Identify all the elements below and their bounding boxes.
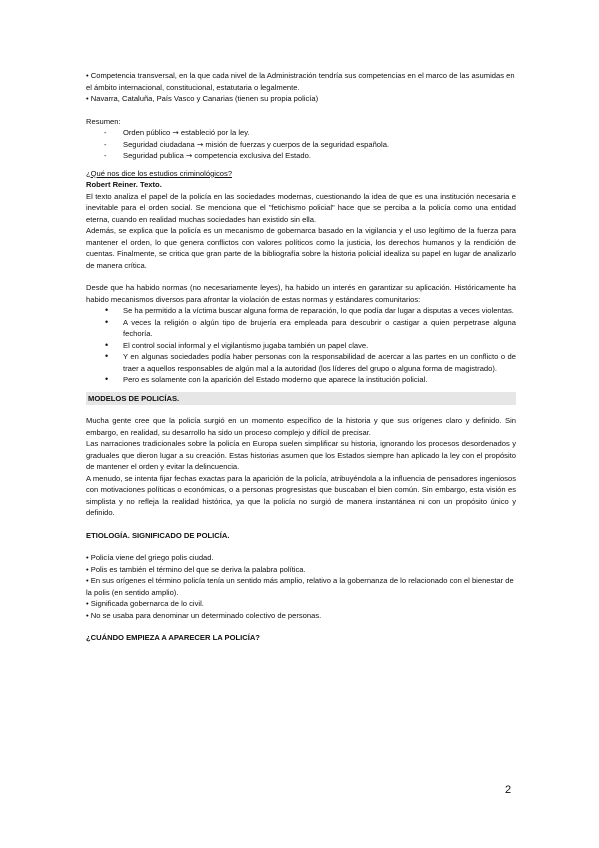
resumen-item: - Seguridad publica → competencia exclusiva del Estado. — [86, 150, 516, 162]
arrow-right-icon: → — [196, 139, 204, 149]
resumen-item: - Orden público → estableció por la ley. — [86, 127, 516, 139]
estudios-paragraph-1: El texto analiza el papel de la policía en las sociedades modernas, cuestionando la idea de que es una institución necesaria e inevitable para el orden social. Se menciona que el "fetichismo policial" hace que se perciba a la policía como una entidad eterna, cuando en realidad muchas sociedades han existido sin ella. — [86, 191, 516, 224]
cuando-heading: ¿CUÁNDO EMPIEZA A APARECER LA POLICÍA? — [86, 633, 260, 642]
intro-bullet-1: • Competencia transversal, en la que cada nivel de la Administración tendría sus competencias en el marco de las asumidas en el ámbito internacional, constitucional, estatutaria o legalmente. — [86, 71, 515, 92]
etiologia-bullet: • No se usaba para denominar un determinado colectivo de personas. — [86, 610, 322, 620]
estudios-bullet-list — [86, 305, 516, 386]
modelos-heading: MODELOS DE POLICÍAS. — [86, 392, 516, 406]
document-page — [86, 70, 516, 644]
etiologia-bullet: • Policía viene del griego polis ciudad. — [86, 553, 214, 562]
estudios-heading: ¿Qué nos dice los estudios criminológicos? — [86, 168, 233, 178]
estudios-paragraph-3: Desde que ha habido normas (no necesariamente leyes), ha habido un interés en garantizar su aplicación. Históricamente ha habido mecanismos diversos para afrontar la violación de estas normas y estándares comunitarios: — [86, 283, 516, 304]
etiologia-bullet: • En sus orígenes el término policía tenía un sentido más amplio, relativo a la gobernanza de lo relacionado con el bienestar de la polis (en sentido amplio). — [86, 576, 514, 597]
list-item: • Se ha permitido a la víctima buscar alguna forma de reparación, lo que podía dar lugar a disputas a veces violentas. — [86, 305, 516, 317]
estudios-paragraph-2: Además, se explica que la policía es un mecanismo de gobernarca basado en la vigilancia y el uso legítimo de la fuerza para mantener el orden, lo que genera conflictos con valores políticos como la justicia, los derechos humanos y la rendición de cuentas. Finalmente, se critica que gran parte de la bibliografía sobre la historia policial idealiza su papel en lugar de analizarlo de manera crítica. — [86, 226, 516, 270]
modelos-paragraph-1: Mucha gente cree que la policía surgió en un momento específico de la historia y que sus orígenes claro y definido. Sin embargo, en realidad, su desarrollo ha sido un proceso complejo y difícil de precisar. — [86, 416, 516, 437]
list-item: • El control social informal y el vigilantismo jugaba también un papel clave. — [86, 340, 516, 352]
arrow-right-icon: → — [172, 128, 179, 137]
etiologia-heading: ETIOLOGÍA. SIGNIFICADO DE POLICÍA. — [86, 530, 230, 540]
etiologia-bullet: • Polis es también el término del que se deriva la palabra política. — [86, 564, 306, 574]
etiologia-bullet: • Significada gobernarca de lo civil. — [86, 599, 204, 608]
modelos-paragraph-3: A menudo, se intenta fijar fechas exactas para la aparición de la policía, atribuyéndola a la influencia de pensadores ingeniosos con motivaciones políticas o económicas, o a personas progresistas que buscaban el bien común. Sin embargo, esta visión es simplista y no refleja la realidad histórica, ya que la policía no surgió de manera instantánea ni con un propósito único y definido. — [86, 473, 516, 517]
list-item: • Y en algunas sociedades podía haber personas con la responsabilidad de acercar a las partes en un conflicto o de traer a aquellos responsables de algún mal a la autoridad (los líderes del grupo o alguna forma de magistrado). — [86, 351, 516, 374]
arrow-right-icon: → — [185, 151, 193, 160]
list-item: • Pero es solamente con la aparición del Estado moderno que aparece la institución policial. — [86, 374, 516, 386]
modelos-paragraph-2: Las narraciones tradicionales sobre la policía en Europa suelen simplificar su historia, ignorando los procesos desordenados y graduales que dieron lugar a su creación. Estas historias asumen que los Estados siempre han aplicado la ley con el propósito de mantener el orden y evitar la delincuencia. — [86, 439, 516, 471]
estudios-author: Robert Reiner. Texto. — [86, 180, 162, 189]
resumen-title: Resumen: — [86, 116, 121, 126]
resumen-list — [86, 127, 516, 162]
resumen-item: - Seguridad ciudadana → misión de fuerzas y cuerpos de la seguridad española. — [86, 139, 516, 151]
intro-bullet-2: • Navarra, Cataluña, País Vasco y Canarias (tienen su propia policía) — [86, 94, 319, 103]
list-item: • A veces la religión o algún tipo de brujería era empleada para descubrir o castigar a quien perpetrase alguna fechoría. — [86, 317, 516, 340]
page-number: 2 — [505, 784, 512, 796]
